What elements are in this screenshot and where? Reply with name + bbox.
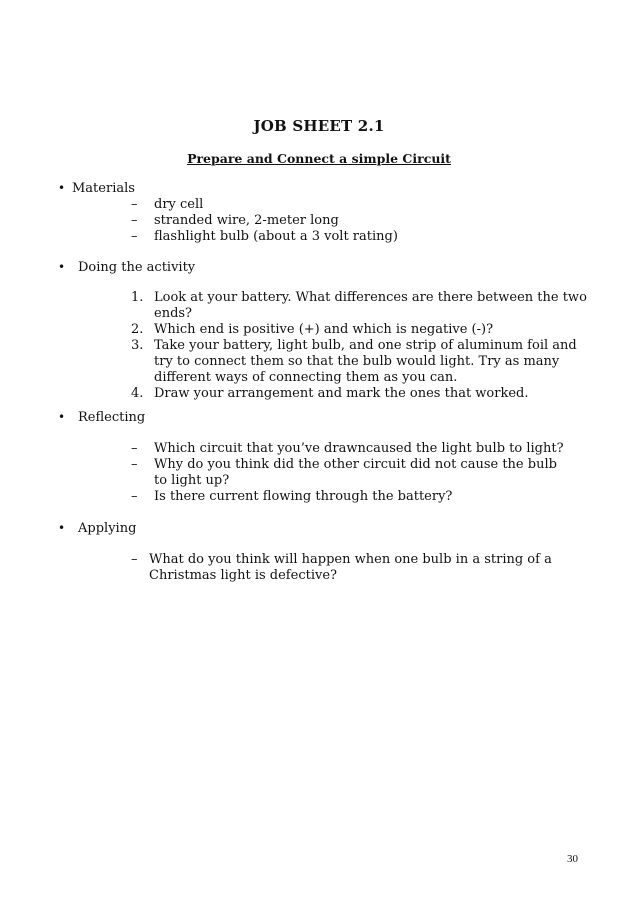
dash-icon: – xyxy=(131,213,138,228)
list-item xyxy=(131,441,571,457)
activity-list xyxy=(131,290,591,402)
list-item-text: Draw your arrangement and mark the ones that worked. xyxy=(154,386,529,401)
dash-icon: – xyxy=(131,197,138,212)
dash-icon: – xyxy=(131,441,138,456)
dash-icon: – xyxy=(131,229,138,244)
section-activity-heading xyxy=(58,260,195,275)
bullet-icon: • xyxy=(58,410,66,424)
bullet-icon: • xyxy=(58,260,66,274)
materials-list xyxy=(131,197,398,245)
page-subtitle: Prepare and Connect a simple Circuit xyxy=(187,151,451,166)
section-applying-label: Applying xyxy=(78,521,137,536)
section-applying-heading xyxy=(58,521,136,536)
section-materials-label: Materials xyxy=(72,181,135,196)
section-materials-heading xyxy=(58,181,135,196)
list-item xyxy=(131,197,398,213)
list-item-text: Which circuit that you’ve drawncaused the light bulb to light? xyxy=(154,441,564,456)
list-item-text: flashlight bulb (about a 3 volt rating) xyxy=(154,229,398,244)
list-item xyxy=(131,489,571,505)
list-item-text: Take your battery, light bulb, and one strip of aluminum foil and try to connect them so that the bulb would light. Try as many different ways of connecting them as you can. xyxy=(154,338,577,385)
list-item-text: dry cell xyxy=(154,197,204,212)
bullet-icon: • xyxy=(58,181,66,195)
list-item xyxy=(131,322,591,338)
list-item-text: stranded wire, 2-meter long xyxy=(154,213,339,228)
list-item-text: Is there current flowing through the battery? xyxy=(154,489,453,504)
applying-item xyxy=(131,552,571,584)
list-item-number: 2. xyxy=(131,322,144,337)
dash-icon: – xyxy=(131,489,138,504)
list-item xyxy=(131,290,591,322)
dash-icon: – xyxy=(131,552,138,567)
list-item xyxy=(131,213,398,229)
list-item-text: Why do you think did the other circuit did not cause the bulb to light up? xyxy=(154,457,557,488)
list-item xyxy=(131,338,591,386)
list-item xyxy=(131,229,398,245)
list-item xyxy=(131,457,571,489)
list-item xyxy=(131,386,591,402)
page-title: JOB SHEET 2.1 xyxy=(253,117,385,135)
list-item-text: Look at your battery. What differences are there between the two ends? xyxy=(154,290,587,321)
list-item-text: Which end is positive (+) and which is negative (-)? xyxy=(154,322,494,337)
list-item-number: 3. xyxy=(131,338,144,353)
page-number: 30 xyxy=(567,853,578,865)
list-item-number: 4. xyxy=(131,386,144,401)
dash-icon: – xyxy=(131,457,138,472)
bullet-icon: • xyxy=(58,521,66,535)
list-item-number: 1. xyxy=(131,290,144,305)
section-activity-label: Doing the activity xyxy=(78,260,196,275)
list-item-text: What do you think will happen when one bulb in a string of a Christmas light is defective? xyxy=(149,552,552,583)
reflecting-list xyxy=(131,441,571,505)
section-reflecting-heading xyxy=(58,410,145,425)
section-reflecting-label: Reflecting xyxy=(78,410,146,425)
